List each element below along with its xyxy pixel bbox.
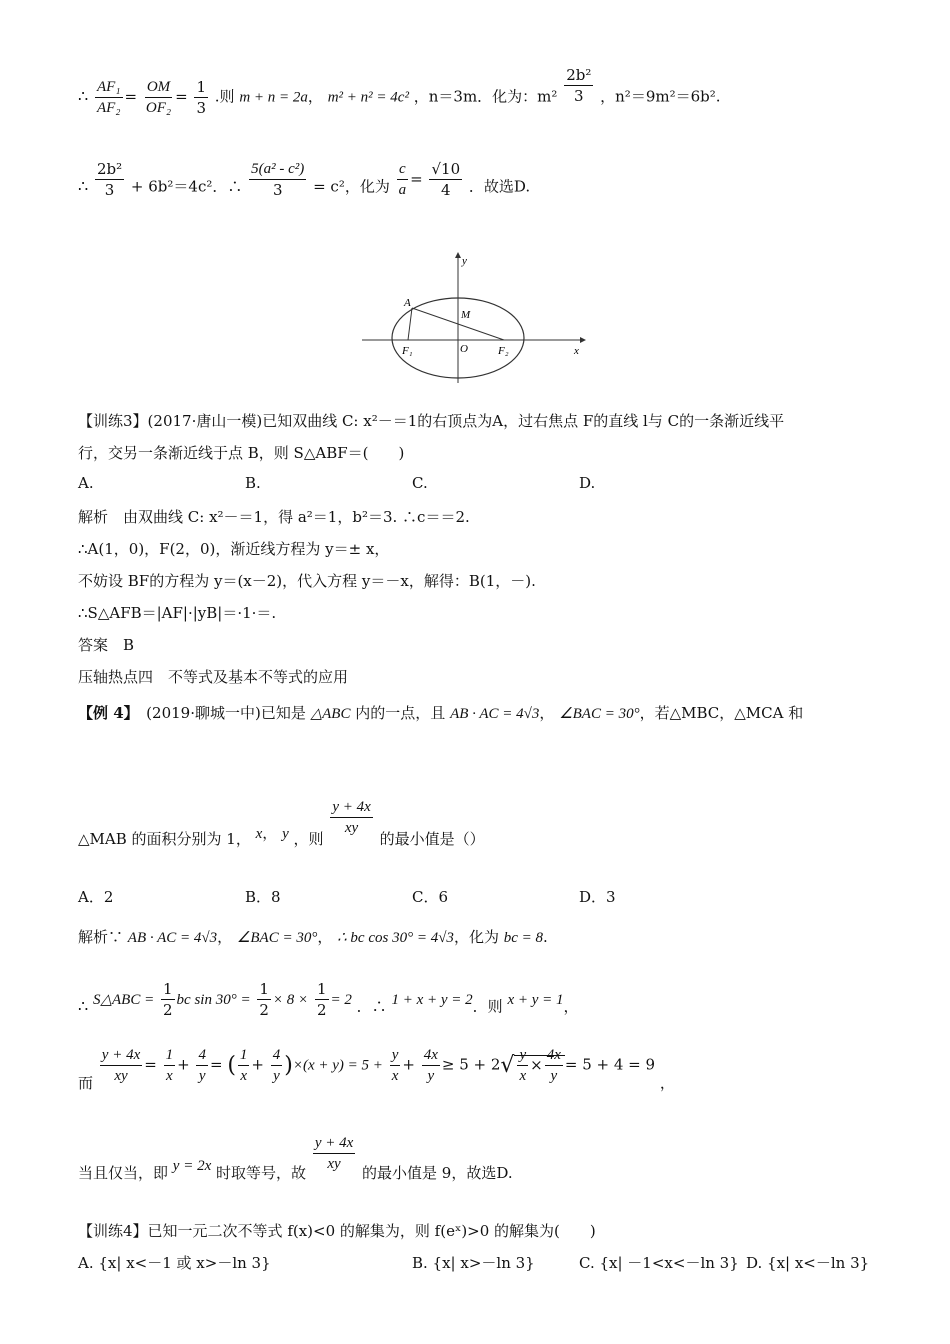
- training3-solution-1: 解析 由双曲线 C: x²－＝1，得 a²＝1，b²＝3. ∴c＝＝2.: [78, 508, 470, 526]
- example4-solution-2: ∴ S△ABC = $\frac{1}{2}$ bc sin 30° = $\frac{1}{2}$ × 8 × $\frac{1}{2}$ = 2 ．∴ 1 + x + y = 2．则 x + y = 1，: [78, 980, 579, 1019]
- training4-question: 【训练4】已知一元二次不等式 f(x)<0 的解集为，则 f(eˣ)>0 的解集为( ): [78, 1222, 596, 1240]
- label-o: O: [460, 343, 468, 355]
- label-m: M: [461, 309, 471, 321]
- example4-line2: △MAB 的面积分别为 1， x， y ，则 $\frac{y + 4x}{xy}$ 的最小值是（）: [78, 799, 485, 848]
- option-c: C. {x| －1<x<－ln 3}: [579, 1254, 739, 1272]
- segment-af1: [408, 308, 412, 340]
- y-axis-arrow-icon: [455, 252, 461, 258]
- option-d: D. {x| x<－ln 3}: [746, 1254, 870, 1272]
- fraction-2b2-over-3b: $\frac{\text{2b²}}{3}$: [96, 160, 123, 199]
- section-heading-4: 压轴热点四 不等式及基本不等式的应用: [78, 668, 349, 686]
- training3-question-line2: 行，交另一条渐近线于点 B，则 S△ABF＝( ): [78, 444, 405, 462]
- label-f2: F₂: [498, 345, 509, 357]
- example4-solution-1: 解析∵ AB · AC = 4√3， ∠BAC = 30°， ∴ bc cos 30° = 4√3，化为 bc = 8.: [78, 928, 548, 946]
- example4-line1: 【例 4】 (2019·聊城一中)已知是 △ABC 内的一点，且 AB · AC = 4√3， ∠BAC = 30°，若△MBC，△MCA 和: [78, 704, 804, 722]
- option-c: C．6: [412, 888, 449, 906]
- therefore-symbol: ∴: [78, 86, 89, 106]
- ellipse-diagram: [360, 248, 590, 388]
- x-axis-arrow-icon: [580, 337, 586, 343]
- option-b: B．8: [245, 888, 281, 906]
- training3-answer: 答案 B: [78, 636, 135, 654]
- fraction-om: $\frac{OM}{\text{OF₂}}$: [145, 79, 172, 116]
- option-a: A.: [78, 474, 94, 492]
- option-a: A. {x| x<－1 或 x>－ln 3}: [78, 1254, 271, 1272]
- example4-solution-4: 当且仅当，即 y = 2x 时取等号，故 $\frac{y + 4x}{xy}$ 的最小值是 9，故选D.: [78, 1135, 513, 1182]
- example4-solution-3: 而 $\frac{y + 4x}{xy}$ = $\frac{1}{x}$ + $\frac{4}{y}$ = ( $\frac{1}{x}$ + $\frac{4}{y}$ )×(x + y) = 5 + $\frac{y}{x}$ + $\frac{4x}{y}$ ≥ 5 + 2√ $\frac{y}{x}$ × $\frac{4x}{y}$ = 5 + 4 = 9 ，: [78, 1047, 675, 1092]
- fraction-5-a2-c2: $\frac{\text{5(a² - c²)}}{3}$: [251, 161, 305, 199]
- label-y: y: [462, 255, 467, 267]
- fraction-2b2-over-3: $\frac{\text{2b²}}{3}$: [566, 66, 592, 105]
- example4-label: 【例 4】: [78, 704, 132, 722]
- option-d: D.: [579, 474, 596, 492]
- option-b: B.: [245, 474, 261, 492]
- training3-solution-3: 不妨设 BF的方程为 y＝(x－2)，代入方程 y＝－x，解得：B(1，－).: [78, 572, 536, 590]
- solution-line-ratio: ∴ $\frac{\text{AF₁}}{\text{AF₂}}$ = $\frac{OM}{\text{OF₂}}$ = $\frac{1}{3}$ .则 m + n = 2a， m² + n² = 4c² ，n＝3m．化为：m² $\frac{\text{2b²}}{3}$ ，n²＝9m²＝6b².: [78, 66, 721, 117]
- training3-solution-4: ∴S△AFB＝|AF|·|yB|＝·1·＝.: [78, 604, 277, 622]
- label-a: A: [404, 297, 411, 309]
- solution-line-eccentricity: ∴ $\frac{\text{2b²}}{3}$ + 6b²＝4c²．∴ $\frac{\text{5(a² - c²)}}{3}$ = c²，化为 $\frac{c}{a}$ = $\frac{√10}{4}$ ．故选D.: [78, 160, 531, 199]
- fraction-one-third: $\frac{1}{3}$: [196, 78, 206, 117]
- label-x: x: [574, 345, 579, 357]
- option-c: C.: [412, 474, 428, 492]
- training3-question-line1: 【训练3】(2017·唐山一模)已知双曲线 C: x²－＝1的右顶点为A，过右焦点 F的直线 l与 C的一条渐近线平: [78, 412, 785, 430]
- option-a: A．2: [78, 888, 114, 906]
- option-d: D．3: [579, 888, 616, 906]
- training3-solution-2: ∴A(1，0)，F(2，0)，渐近线方程为 y＝± x，: [78, 540, 390, 558]
- math-sum-squares: m² + n² = 4c²: [327, 89, 409, 106]
- fraction-y4x-over-xy: $\frac{y + 4x}{xy}$: [332, 799, 371, 836]
- fraction-sqrt10-over-4: $\frac{√10}{4}$: [431, 160, 461, 199]
- fraction-af: $\frac{\text{AF₁}}{\text{AF₂}}$: [96, 79, 121, 116]
- option-b: B. {x| x>－ln 3}: [412, 1254, 535, 1272]
- math-m-plus-n: m + n = 2a: [239, 89, 308, 106]
- label-f1: F₁: [402, 345, 413, 357]
- fraction-c-over-a: $\frac{c}{a}$: [398, 161, 407, 198]
